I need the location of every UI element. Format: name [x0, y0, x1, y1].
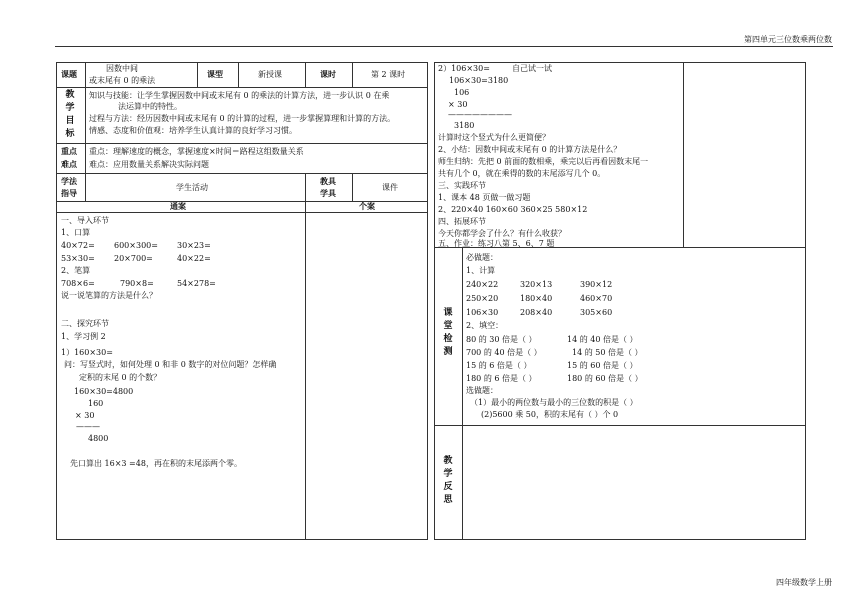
fill-item: 15 的 60 倍是（ ）: [567, 361, 638, 370]
calc-item: 305×60: [580, 308, 613, 317]
written-item: 790×8=: [120, 279, 154, 288]
goal-line: 过程与方法：经历因数中间或末尾有 0 的计算的过程，进一步掌握算理和计算的方法。: [89, 114, 396, 123]
choose-item: (2)5600 乘 50，积的末尾有（ ）个 0: [481, 410, 619, 419]
key-label: 重点: [61, 146, 77, 156]
summary-line: 师生归纳：先把 0 前面的数相乘，乘完以后再看因数末尾一: [438, 157, 649, 166]
vertical-mid: × 30: [75, 411, 95, 420]
plan-common: 通案: [170, 201, 186, 211]
calc-item: 106×30: [466, 308, 499, 317]
import-title: 一、导入环节: [61, 216, 109, 225]
fill-item: 14 的 50 倍是（ ）: [572, 348, 643, 357]
ex1-answer: 160×30=4800: [74, 387, 134, 396]
oral-item: 40×22=: [177, 254, 211, 263]
calc-title: 1、计算: [466, 266, 496, 275]
calc-item: 180×40: [520, 294, 553, 303]
vertical-top: 160: [88, 399, 104, 408]
check-label: 课 堂 检 测: [443, 308, 453, 357]
tools-value: 课件: [382, 183, 398, 192]
type-label: 课型: [207, 69, 223, 79]
vertical-top: 106: [454, 88, 470, 97]
ex2: 2）106×30=: [438, 64, 490, 73]
type-value: 新授课: [258, 70, 282, 79]
difficulty-label: 难点: [61, 159, 77, 169]
footer-book: 四年级数学上册: [776, 578, 832, 587]
fill-item: 14 的 40 倍是（ ）: [567, 335, 638, 344]
calc-item: 460×70: [580, 294, 613, 303]
student-activity: 学生活动: [176, 183, 208, 192]
difficulty-text: 难点：应用数量关系解决实际问题: [89, 160, 209, 169]
example-title: 1、学习例 2: [61, 332, 106, 341]
written-item: 708×6=: [61, 279, 95, 288]
vertical-dash: ———: [76, 422, 100, 431]
fill-item: 180 的 6 倍是（ ）: [466, 374, 537, 383]
choose-item: （1）最小的两位数与最小的三位数的积是（ ）: [470, 398, 638, 407]
period-label: 课时: [320, 69, 336, 79]
goal-line: 情感、态度和价值观：培养学生认真计算的良好学习习惯。: [89, 126, 297, 135]
explore-title: 二、探究环节: [61, 319, 109, 328]
goal-line: 法运算中的特性。: [118, 102, 182, 111]
calc-item: 250×20: [466, 294, 499, 303]
calc-item: 320×13: [520, 280, 553, 289]
method-label-1: 学法: [61, 176, 77, 186]
practice-item: 1、课本 48 页做一做习题: [438, 193, 531, 202]
ex1-question-2: 定积的末尾 0 的个数？: [79, 373, 162, 382]
vertical-result: 4800: [88, 434, 109, 443]
oral-item: 20×700=: [114, 254, 153, 263]
tools-label-1: 教具: [320, 176, 336, 186]
written-title: 2、笔算: [61, 266, 91, 275]
period-value: 第 2 课时: [371, 70, 406, 79]
method-label-2: 指导: [61, 188, 77, 198]
oral-item: 600×300=: [114, 241, 158, 250]
unit-title: 第四单元三位数乘两位数: [744, 35, 832, 44]
fill-item: 700 的 40 倍是（ ）: [466, 348, 542, 357]
vertical-result: 3180: [454, 121, 475, 130]
must-title: 必做题：: [466, 253, 498, 262]
tools-label-2: 学具: [320, 188, 336, 198]
ex1-question-1: 问：写竖式时，如何处理 0 和非 0 数字的对位问题？怎样确: [64, 360, 277, 369]
goal-line: 知识与技能：让学生掌握因数中间或末尾有 0 的乘法的计算方法，进一步认识 0 在乘: [89, 91, 390, 100]
choose-title: 选做题：: [466, 386, 498, 395]
oral-item: 53×30=: [61, 254, 95, 263]
oral-item: 40×72=: [61, 241, 95, 250]
ex2-try: 自己试一试: [512, 64, 552, 73]
simple-question: 计算时这个竖式为什么更简便？: [438, 133, 550, 142]
vertical-mid: × 30: [448, 100, 468, 109]
goals-label: 教 学 目 标: [65, 90, 75, 139]
extend-question: 今天你都学会了什么？有什么收获？: [438, 229, 566, 238]
summary-line: 共有几个 0，就在乘得的数的末尾添写几个 0。: [438, 169, 606, 178]
homework: 五、作业：练习八第 5、6、7 题: [438, 239, 555, 248]
fill-title: 2、填空：: [466, 321, 504, 330]
summary-title: 2、小结：因数中间或末尾有 0 的计算方法是什么？: [438, 145, 622, 154]
oral-title: 1、口算: [61, 228, 91, 237]
calc-item: 240×22: [466, 280, 499, 289]
reflect-label: 教 学 反 思: [443, 456, 453, 505]
written-question: 说一说笔算的方法是什么？: [61, 291, 157, 300]
vertical-dash: ————————: [448, 110, 512, 119]
oral-item: 30×23=: [177, 241, 211, 250]
practice-title: 三、实践环节: [438, 181, 486, 190]
lesson-title-1: 因数中间: [106, 64, 138, 73]
plan-individual: 个案: [359, 201, 375, 211]
fill-item: 15 的 6 倍是（ ）: [466, 361, 532, 370]
ex1: 1）160×30=: [61, 348, 113, 357]
ex2-answer: 106×30=3180: [449, 76, 509, 85]
extend-title: 四、拓展环节: [438, 217, 486, 226]
fill-item: 180 的 60 倍是（ ）: [567, 374, 643, 383]
header-rule: [55, 46, 833, 47]
ex1-note: 先口算出 16×3 =48，再在积的末尾添两个零。: [70, 459, 242, 468]
lesson-title-2: 或末尾有 0 的乘法: [89, 76, 156, 85]
calc-item: 390×12: [580, 280, 613, 289]
practice-item: 2、220×40 160×60 360×25 580×12: [438, 205, 588, 214]
calc-item: 208×40: [520, 308, 553, 317]
key-text: 重点：理解速度的概念，掌握速度×时间＝路程这组数量关系: [89, 147, 304, 156]
lesson-label: 课题: [61, 69, 77, 79]
written-item: 54×278=: [177, 279, 216, 288]
fill-item: 80 的 30 倍是（ ）: [466, 335, 537, 344]
